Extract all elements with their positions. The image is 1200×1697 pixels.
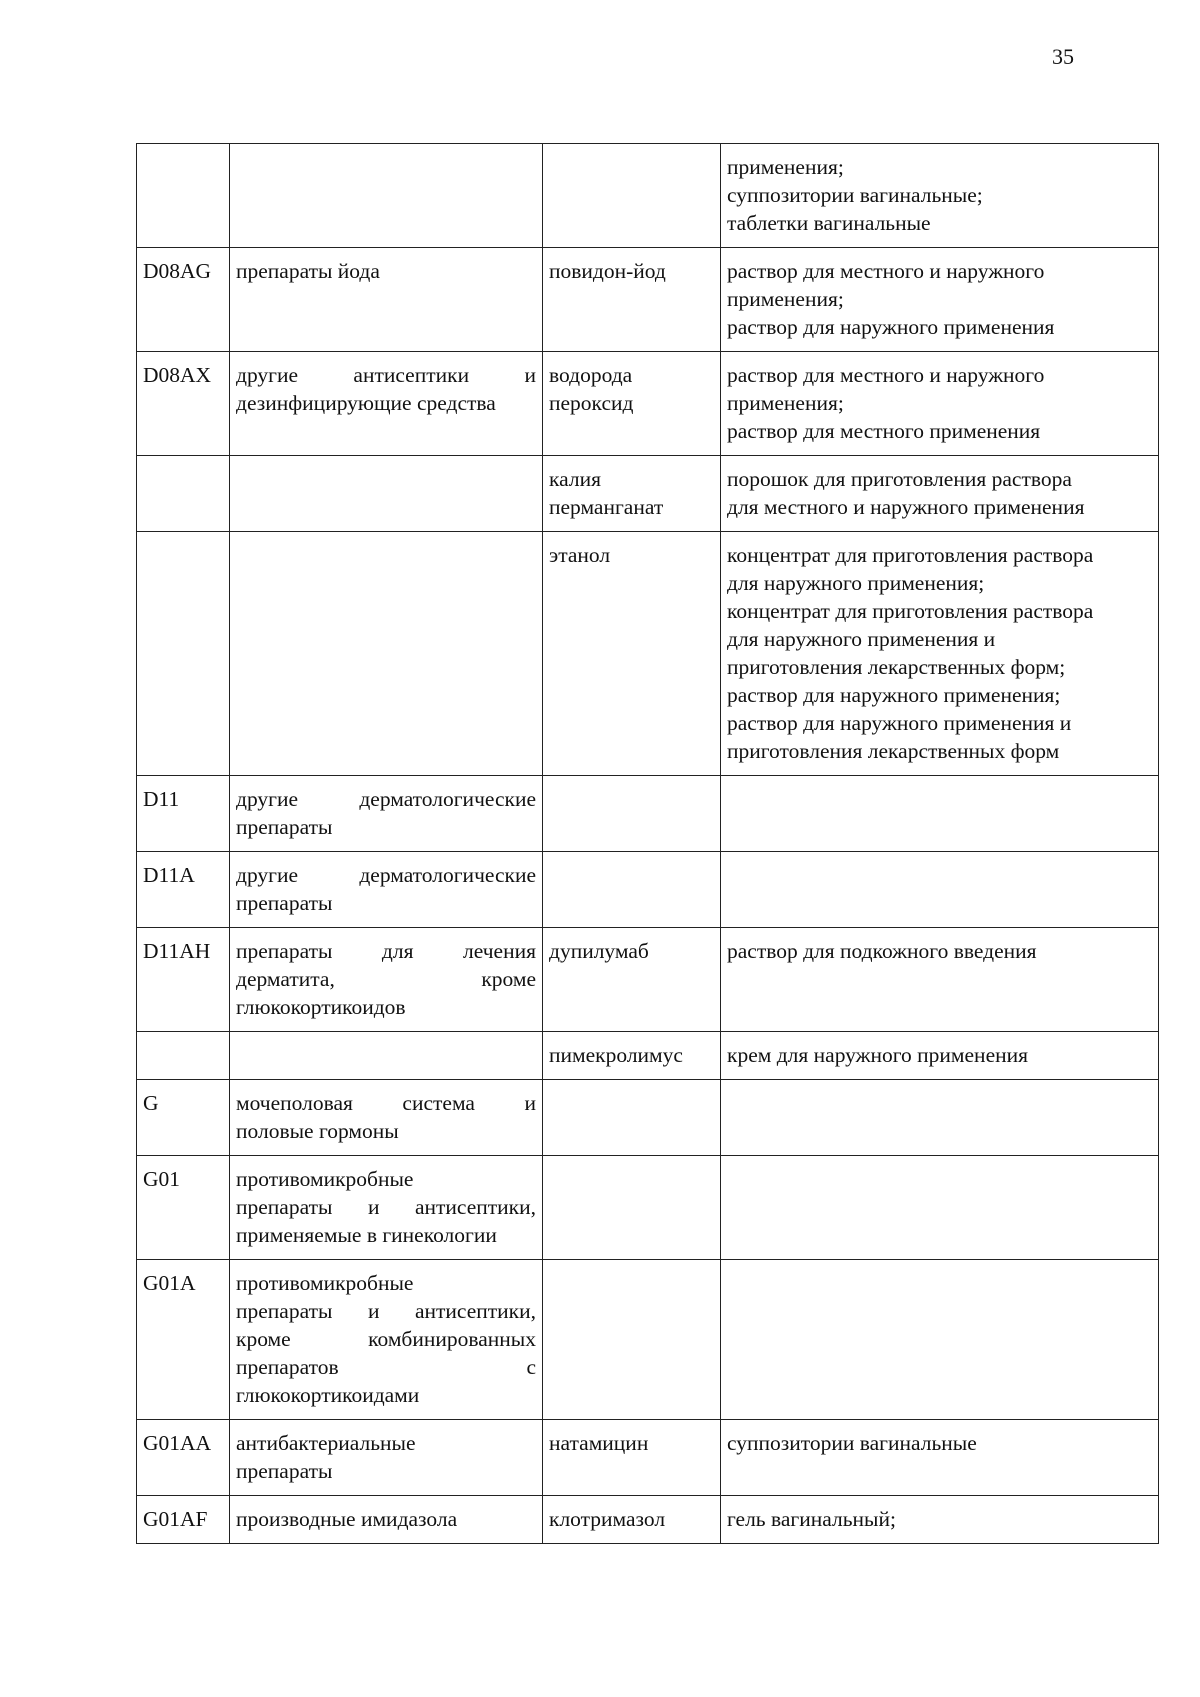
group-line: препараты и антисептики, [236,1299,536,1323]
dosage-form-line: порошок для приготовления раствора [727,467,1072,491]
drug-name-cell [543,1080,721,1156]
dosage-form-cell [721,248,1159,352]
dosage-form-cell [721,928,1159,1032]
group-line: препаратов с [236,1355,536,1379]
drug-name-line: водорода [549,363,633,387]
group-line: производные имидазола [236,1507,458,1531]
dosage-form-cell [721,1156,1159,1260]
atc-code-cell [137,456,230,532]
dosage-form-line: гель вагинальный; [727,1507,896,1531]
dosage-form-cell [721,1032,1159,1080]
anatomical-group-cell [230,352,543,456]
anatomical-group-cell [230,1260,543,1420]
table-row [137,532,1159,776]
dosage-form-line: для местного и наружного применения [727,495,1085,519]
drug-name-line: клотримазол [549,1507,666,1531]
dosage-form-line: для наружного применения и [727,627,996,651]
dosage-form-line: концентрат для приготовления раствора [727,599,1094,623]
group-line: дезинфицирующие средства [236,391,496,415]
drug-name-cell [543,1496,721,1544]
anatomical-group-cell [230,852,543,928]
dosage-form-cell [721,1080,1159,1156]
group-line: препараты для лечения [236,939,536,963]
group-line: препараты [236,891,333,915]
page-number: 35 [1052,44,1074,69]
dosage-form-line: применения; [727,287,844,311]
drug-name-cell [543,248,721,352]
dosage-form-line: суппозитории вагинальные [727,1431,977,1455]
dosage-form-line: для наружного применения; [727,571,985,595]
table-row [137,1260,1159,1420]
anatomical-group-cell [230,1080,543,1156]
table-row [137,776,1159,852]
drug-name-cell [543,852,721,928]
dosage-form-line: раствор для наружного применения и [727,711,1072,735]
group-line: антибактериальные [236,1431,416,1455]
group-line: кроме комбинированных [236,1327,536,1351]
atc-code-cell: G01A [137,1260,230,1420]
atc-code-cell: G [137,1080,230,1156]
anatomical-group-cell [230,532,543,776]
dosage-form-cell [721,1496,1159,1544]
dosage-form-line: применения; [727,155,844,179]
atc-code-cell: G01AA [137,1420,230,1496]
group-line: препараты йода [236,259,380,283]
table-row [137,248,1159,352]
drug-name-cell [543,1420,721,1496]
atc-code-cell [137,144,230,248]
anatomical-group-cell [230,144,543,248]
atc-code-cell: D11 [137,776,230,852]
anatomical-group-cell [230,456,543,532]
dosage-form-cell [721,532,1159,776]
dosage-form-cell [721,456,1159,532]
table-row [137,456,1159,532]
dosage-form-cell [721,144,1159,248]
drug-name-line: пероксид [549,391,634,415]
dosage-form-cell [721,1260,1159,1420]
table-row [137,1420,1159,1496]
dosage-form-line: раствор для подкожного введения [727,939,1037,963]
dosage-form-line: приготовления лекарственных форм [727,739,1060,763]
dosage-form-cell [721,352,1159,456]
drug-name-cell [543,456,721,532]
atc-drug-table [136,143,1159,1544]
atc-code-cell [137,1032,230,1080]
group-line: препараты и антисептики, [236,1195,536,1219]
dosage-form-line: применения; [727,391,844,415]
dosage-form-cell [721,1420,1159,1496]
dosage-form-line: раствор для местного и наружного [727,259,1045,283]
dosage-form-line: раствор для наружного применения; [727,683,1061,707]
group-line: противомикробные [236,1167,414,1191]
table-row [137,1156,1159,1260]
group-line: глюкокортикоидов [236,995,406,1019]
drug-name-line: натамицин [549,1431,649,1455]
drug-name-line: дупилумаб [549,939,649,963]
anatomical-group-cell [230,1420,543,1496]
table-row [137,144,1159,248]
anatomical-group-cell [230,248,543,352]
atc-code-cell: G01AF [137,1496,230,1544]
dosage-form-line: крем для наружного применения [727,1043,1029,1067]
group-line: дерматита, кроме [236,967,536,991]
anatomical-group-cell [230,1496,543,1544]
dosage-form-line: таблетки вагинальные [727,211,931,235]
table-row [137,1032,1159,1080]
group-line: другие антисептики и [236,363,536,387]
atc-code-cell: D08AG [137,248,230,352]
drug-name-line: пимекролимус [549,1043,683,1067]
drug-name-cell [543,352,721,456]
atc-code-cell: D11AH [137,928,230,1032]
dosage-form-cell [721,852,1159,928]
anatomical-group-cell [230,1032,543,1080]
drug-name-cell [543,1260,721,1420]
dosage-form-line: раствор для местного применения [727,419,1041,443]
group-line: противомикробные [236,1271,414,1295]
group-line: препараты [236,1459,333,1483]
table-row [137,352,1159,456]
anatomical-group-cell [230,776,543,852]
group-line: применяемые в гинекологии [236,1223,497,1247]
atc-code-cell: D08AX [137,352,230,456]
anatomical-group-cell [230,928,543,1032]
atc-code-cell: G01 [137,1156,230,1260]
table-row [137,928,1159,1032]
group-line: половые гормоны [236,1119,399,1143]
anatomical-group-cell [230,1156,543,1260]
dosage-form-line: концентрат для приготовления раствора [727,543,1094,567]
drug-name-cell [543,532,721,776]
dosage-form-line: приготовления лекарственных форм; [727,655,1066,679]
table-row [137,1080,1159,1156]
group-line: другие дерматологические [236,787,536,811]
table-row [137,1496,1159,1544]
drug-name-cell [543,1032,721,1080]
drug-name-line: перманганат [549,495,664,519]
group-line: мочеполовая система и [236,1091,536,1115]
drug-name-cell [543,144,721,248]
dosage-form-cell [721,776,1159,852]
atc-code-cell [137,532,230,776]
group-line: другие дерматологические [236,863,536,887]
drug-name-cell [543,1156,721,1260]
group-line: препараты [236,815,333,839]
dosage-form-line: раствор для наружного применения [727,315,1055,339]
drug-name-cell [543,776,721,852]
table-body [137,144,1159,1544]
drug-name-line: этанол [549,543,611,567]
dosage-form-line: раствор для местного и наружного [727,363,1045,387]
dosage-form-line: суппозитории вагинальные; [727,183,983,207]
group-line: глюкокортикоидами [236,1383,420,1407]
drug-name-line: калия [549,467,601,491]
drug-name-cell [543,928,721,1032]
atc-code-cell: D11A [137,852,230,928]
table-row [137,852,1159,928]
drug-name-line: повидон-йод [549,259,666,283]
